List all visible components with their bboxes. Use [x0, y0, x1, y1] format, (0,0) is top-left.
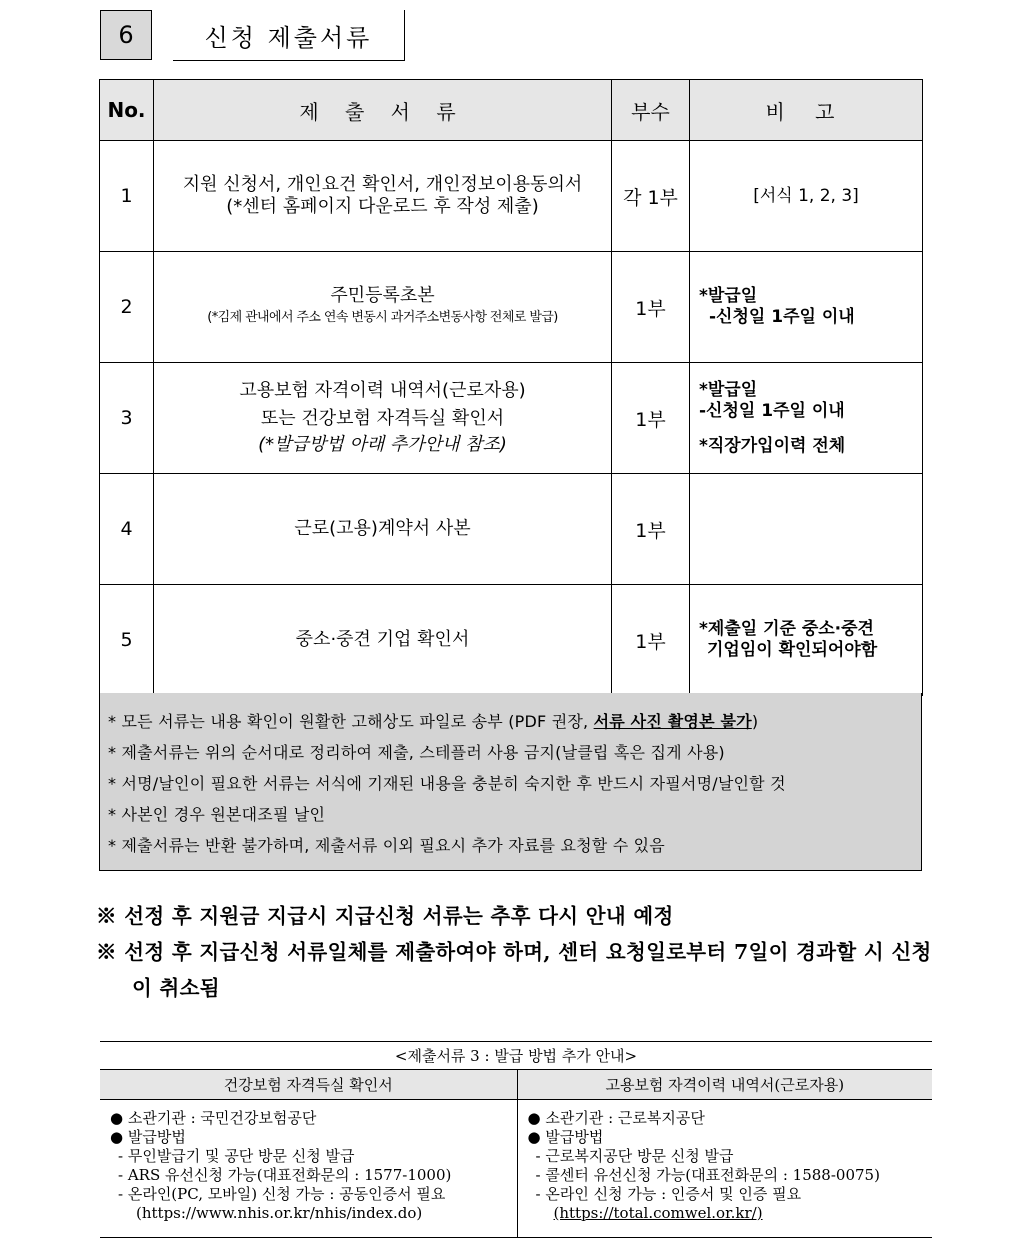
remarks [96, 898, 946, 1006]
guide-item: - 콜센터 유선신청 가능(대표전화문의 : 1588-0075) [535, 1166, 880, 1184]
row-number: 2 [100, 252, 154, 363]
note: [서식 1, 2, 3] [690, 141, 923, 252]
issuance-guide-table [100, 1041, 932, 1238]
document-name [154, 363, 612, 474]
guide-item: - 근로복지공단 방문 신청 발급 [535, 1147, 734, 1165]
row-number: 4 [100, 474, 154, 585]
guide-method: ● 발급방법 [527, 1128, 604, 1146]
document-subnote: (*김제 관내에서 주소 연속 변동시 과거주소변동사항 전체로 발급) [207, 310, 558, 325]
guide-method: ● 발급방법 [110, 1128, 186, 1146]
guide-left-body [100, 1100, 517, 1238]
footnote: * 모든 서류는 내용 확인이 원활한 고해상도 파일로 송부 (PDF 권장, 서류 사진 촬영본 불가) [108, 712, 759, 731]
footnote: * 서명/날인이 필요한 서류는 서식에 기재된 내용을 충분히 숙지한 후 반드시 자필서명/날인할 것 [108, 774, 786, 793]
guide-url[interactable]: (https://total.comwel.or.kr/) [553, 1204, 763, 1222]
guide-agency: ● 소관기관 : 국민건강보험공단 [110, 1109, 317, 1127]
note-line: *발급일 [699, 379, 758, 400]
document-name [154, 141, 612, 252]
copies: 1부 [612, 363, 690, 474]
table-row [100, 363, 923, 474]
documents-table [99, 79, 923, 696]
note-line: *제출일 기준 중소·중견 [699, 619, 874, 639]
note-line: -신청일 1주일 이내 [709, 307, 855, 327]
guide-right-header: 고용보험 자격이력 내역서(근로자용) [517, 1070, 932, 1100]
table-header-row [100, 80, 923, 141]
note [690, 474, 923, 585]
document-line: 고용보험 자격이력 내역서(근로자용) [239, 380, 526, 401]
row-number: 1 [100, 141, 154, 252]
note-line: 기업임이 확인되어야함 [707, 640, 878, 660]
note [690, 585, 923, 696]
note-line: *직장가입이력 전체 [699, 435, 846, 456]
guide-url[interactable]: (https://www.nhis.or.kr/nhis/index.do) [136, 1204, 423, 1222]
document-line: (*센터 홈페이지 다운로드 후 작성 제출) [226, 196, 539, 217]
copies: 1부 [612, 252, 690, 363]
document-name [154, 474, 612, 585]
document-name [154, 252, 612, 363]
guide-item: - 무인발급기 및 공단 방문 신청 발급 [118, 1147, 355, 1165]
table-row [100, 252, 923, 363]
document-name [154, 585, 612, 696]
footnote: * 사본인 경우 원본대조필 날인 [108, 805, 326, 824]
document-line: 중소·중견 기업 확인서 [295, 629, 470, 650]
document-line: 주민등록초본 [330, 285, 435, 306]
document-line: 또는 건강보험 자격득실 확인서 [260, 408, 505, 429]
document-line: 근로(고용)계약서 사본 [294, 518, 471, 539]
section-number: 6 [100, 10, 152, 60]
footnotes-box [99, 693, 922, 871]
header-no: No. [100, 80, 154, 141]
document-line: 지원 신청서, 개인요건 확인서, 개인정보이용동의서 [182, 174, 583, 195]
note-line: -신청일 1주일 이내 [699, 400, 845, 421]
footnote: * 제출서류는 위의 순서대로 정리하여 제출, 스테플러 사용 금지(날클립 혹은 집게 사용) [108, 743, 725, 762]
guide-right-body [517, 1100, 932, 1238]
footnote-emphasis: 서류 사진 촬영본 불가 [593, 712, 752, 731]
remark: ※ 선정 후 지원금 지급시 지급신청 서류는 추후 다시 안내 예정 [96, 904, 674, 928]
note [690, 363, 923, 474]
row-number: 3 [100, 363, 154, 474]
guide-left-header: 건강보험 자격득실 확인서 [100, 1070, 517, 1100]
copies: 각 1부 [612, 141, 690, 252]
footnote: * 제출서류는 반환 불가하며, 제출서류 이외 필요시 추가 자료를 요청할 수 있음 [108, 836, 665, 855]
header-count: 부수 [612, 80, 690, 141]
row-number: 5 [100, 585, 154, 696]
guide-item: - 온라인(PC, 모바일) 신청 가능 : 공동인증서 필요 [118, 1185, 446, 1203]
table-row [100, 141, 923, 252]
guide-item: - ARS 유선신청 가능(대표전화문의 : 1577-1000) [118, 1166, 452, 1184]
guide-agency: ● 소관기관 : 근로복지공단 [527, 1109, 705, 1127]
remark: ※ 선정 후 지급신청 서류일체를 제출하여야 하며, 센터 요청일로부터 7일이 경과할 시 신청이 취소됨 [96, 940, 932, 1000]
guide-item: - 온라인 신청 가능 : 인증서 및 인증 필요 [535, 1185, 802, 1203]
table-row [100, 585, 923, 696]
header-docs: 제 출 서 류 [154, 80, 612, 141]
note [690, 252, 923, 363]
document-subnote: (*발급방법 아래 추가안내 참조) [258, 434, 507, 455]
table-row [100, 474, 923, 585]
guide-caption: <제출서류 3 : 발급 방법 추가 안내> [100, 1042, 932, 1070]
copies: 1부 [612, 585, 690, 696]
note-line: *발급일 [699, 286, 758, 306]
copies: 1부 [612, 474, 690, 585]
header-note: 비 고 [690, 80, 923, 141]
section-title: 신청 제출서류 [173, 10, 405, 61]
